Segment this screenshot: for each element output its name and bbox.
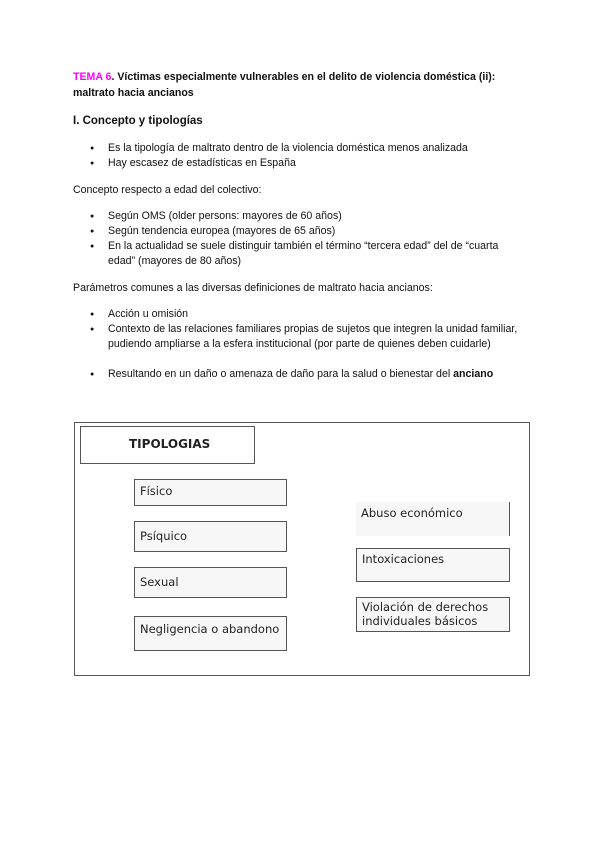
list-item-bold: anciano [453, 368, 494, 380]
diagram-box-right: Violación de derechos individuales básicos [356, 597, 510, 632]
title-text: . Víctimas especialmente vulnerables en el delito de violencia doméstica (ii): [111, 71, 496, 83]
list-item [108, 367, 528, 382]
paragraph: Concepto respecto a edad del colectivo: [73, 184, 262, 196]
doc-title-line2: maltrato hacia ancianos [73, 87, 194, 99]
list-item: ● Según OMS (older persons: mayores de 60 años) [108, 209, 528, 224]
list-item: ● Acción u omisión [108, 307, 528, 322]
diagram-header: TIPOLOGIAS [80, 426, 255, 464]
list-item-text: Resultando en un daño o amenaza de daño para la salud o bienestar del [108, 368, 454, 380]
title-prefix: TEMA 6 [73, 71, 112, 83]
list-item: ● Contexto de las relaciones familiares propias de sujetos que integren la unidad familiar, pudiendo ampliarse a la esfera institucional (por parte de quienes deben cuidarle) [108, 322, 528, 352]
diagram-box-left: Psíquico [134, 521, 287, 552]
list-item: ● En la actualidad se suele distinguir también el término “tercera edad” del de “cuarta edad” (mayores de 80 años) [108, 239, 528, 269]
list-item: ● Hay escasez de estadísticas en España [108, 156, 528, 171]
paragraph: Parámetros comunes a las diversas definiciones de maltrato hacia ancianos: [73, 282, 433, 294]
list-item: ● Es la tipología de maltrato dentro de la violencia doméstica menos analizada [108, 141, 528, 156]
diagram-box-left: Físico [134, 479, 287, 506]
diagram-box-left: Negligencia o abandono [134, 616, 287, 651]
diagram-box-right: Abuso económico [356, 502, 510, 536]
diagram-box-left: Sexual [134, 567, 287, 598]
diagram-box-right: Intoxicaciones [356, 548, 510, 582]
doc-title [73, 70, 495, 85]
list-item: ● Según tendencia europea (mayores de 65 años) [108, 224, 528, 239]
section-heading: I. Concepto y tipologías [73, 115, 203, 127]
